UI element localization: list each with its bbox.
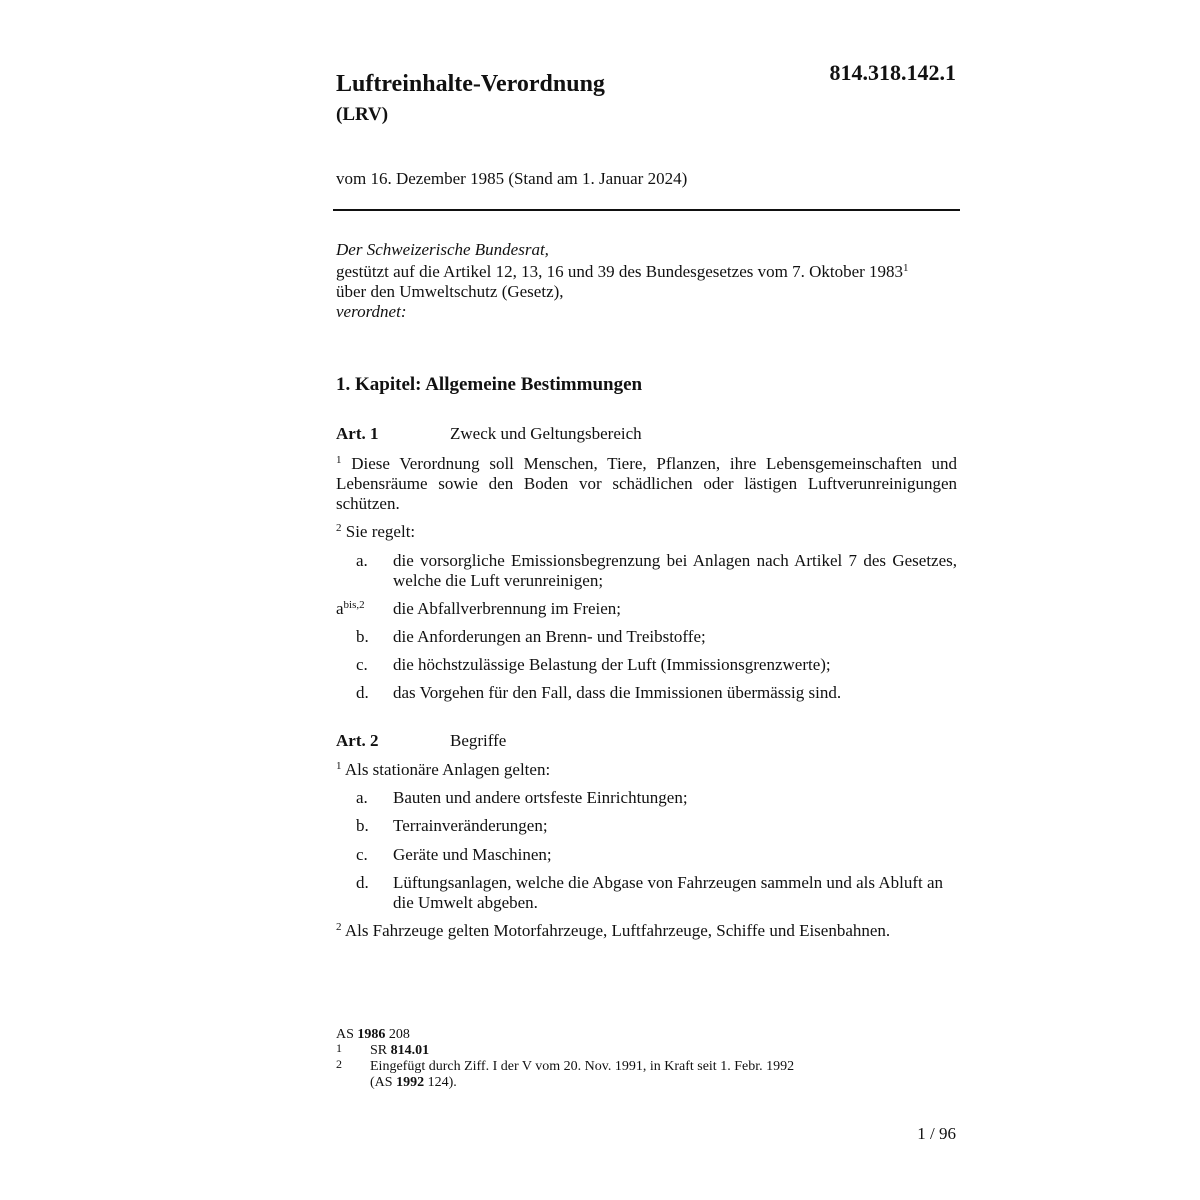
paragraph-number: 2 [336, 921, 342, 933]
art-1-item-d [336, 683, 957, 703]
footnote-ref-1[interactable]: 1 [903, 262, 909, 274]
item-letter: a. [356, 551, 368, 570]
art-2-paragraph-2 [336, 921, 957, 941]
preamble-basis [336, 262, 961, 282]
as-page: 208 [385, 1027, 410, 1042]
footnote-ref-2[interactable]: ,2 [356, 599, 365, 611]
art-1-title: Zweck und Geltungsbereich [450, 424, 642, 443]
art-1-paragraph-1 [336, 454, 957, 514]
preamble-authority: Der Schweizerische Bundesrat, [336, 240, 549, 259]
item-text: Geräte und Maschinen; [393, 845, 552, 864]
paragraph-number: 1 [336, 454, 342, 466]
footnote-1-ref[interactable]: 814.01 [390, 1043, 430, 1058]
document-abbreviation: (LRV) [336, 104, 389, 125]
footnotes [336, 1027, 794, 1091]
footnote-2-line1: Eingefügt durch Ziff. I der V vom 20. Nov. 1991, in Kraft seit 1. Febr. 1992 [370, 1059, 795, 1074]
art-2-item-c [336, 845, 957, 865]
paragraph-number: 1 [336, 760, 342, 772]
preamble-basis-line2: über den Umweltschutz (Gesetz), [336, 282, 564, 301]
item-text: die Abfallverbrennung im Freien; [393, 599, 622, 618]
preamble-decrees: verordnet: [336, 302, 407, 321]
preamble [336, 240, 961, 322]
art-2-item-a [336, 788, 957, 808]
footnote-2-line2-prefix: (AS [370, 1075, 397, 1090]
footnote-1 [336, 1043, 794, 1059]
art-2-heading [336, 731, 506, 751]
item-text: die Anforderungen an Brenn- und Treibstoffe; [393, 627, 706, 646]
art-2-number: Art. 2 [336, 731, 379, 750]
item-letter-sup: bis [343, 599, 357, 611]
item-text: Lüftungsanlagen, welche die Abgase von Fahrzeugen sammeln und als Abluft an die Umwelt abgeben. [393, 873, 943, 912]
item-letter: d. [356, 873, 369, 892]
paragraph-text: Als Fahrzeuge gelten Motorfahrzeuge, Luftfahrzeuge, Schiffe und Eisenbahnen. [344, 921, 891, 940]
art-1-item-a [336, 551, 957, 591]
art-1-item-abis [336, 599, 957, 619]
item-letter: d. [356, 683, 369, 702]
footnote-2 [336, 1059, 794, 1091]
item-letter: c. [356, 845, 368, 864]
preamble-basis-line1: gestützt auf die Artikel 12, 13, 16 und 39 des Bundesgesetzes vom 7. Oktober 1983 [336, 262, 904, 281]
item-text: Bauten und andere ortsfeste Einrichtungen; [393, 788, 688, 807]
as-prefix: AS [336, 1027, 358, 1042]
item-letter-base: a [336, 599, 344, 618]
chapter-1-heading: 1. Kapitel: Allgemeine Bestimmungen [336, 374, 643, 395]
date-line: vom 16. Dezember 1985 (Stand am 1. Januar 2024) [336, 169, 688, 188]
as-year: 1986 [357, 1027, 386, 1042]
paragraph-number: 2 [336, 522, 342, 534]
footnote-2-line2-suffix: 124). [424, 1075, 457, 1090]
footnote-number: 1 [336, 1041, 342, 1055]
item-letter: c. [356, 655, 368, 674]
item-letter [336, 599, 365, 619]
art-2-paragraph-1 [336, 760, 957, 780]
header-divider [333, 209, 960, 211]
paragraph-text: Sie regelt: [345, 522, 416, 541]
art-2-title: Begriffe [450, 731, 507, 750]
item-text: Terrainveränderungen; [393, 816, 548, 835]
item-letter: a. [356, 788, 368, 807]
as-reference [336, 1027, 794, 1043]
footnote-2-year: 1992 [396, 1075, 425, 1090]
paragraph-text: Diese Verordnung soll Menschen, Tiere, Pflanzen, ihre Lebensgemeinschaften und Lebensräume sowie den Boden vor schädlichen oder lästigen Luftverunreinigungen schützen. [336, 454, 958, 513]
art-2-item-d [336, 873, 957, 913]
art-1-number: Art. 1 [336, 424, 379, 443]
item-letter: b. [356, 627, 369, 646]
art-2-item-b [336, 816, 957, 836]
sr-number: 814.318.142.1 [829, 60, 956, 85]
paragraph-text: Als stationäre Anlagen gelten: [344, 760, 551, 779]
art-1-heading [336, 424, 642, 444]
art-1-paragraph-2 [336, 522, 957, 542]
item-letter: b. [356, 816, 369, 835]
art-1-item-b [336, 627, 957, 647]
item-text: die vorsorgliche Emissionsbegrenzung bei Anlagen nach Artikel 7 des Gesetzes, welche die Luft verunreinigen; [393, 551, 957, 590]
item-text: das Vorgehen für den Fall, dass die Immissionen übermässig sind. [393, 683, 842, 702]
document-title: Luftreinhalte-Verordnung [336, 71, 605, 97]
item-text: die höchstzulässige Belastung der Luft (Immissionsgrenzwerte); [393, 655, 831, 674]
art-1-item-c [336, 655, 957, 675]
footnote-1-prefix: SR [370, 1043, 391, 1058]
footnote-number: 2 [336, 1057, 342, 1071]
page-number: 1 / 96 [917, 1124, 956, 1143]
